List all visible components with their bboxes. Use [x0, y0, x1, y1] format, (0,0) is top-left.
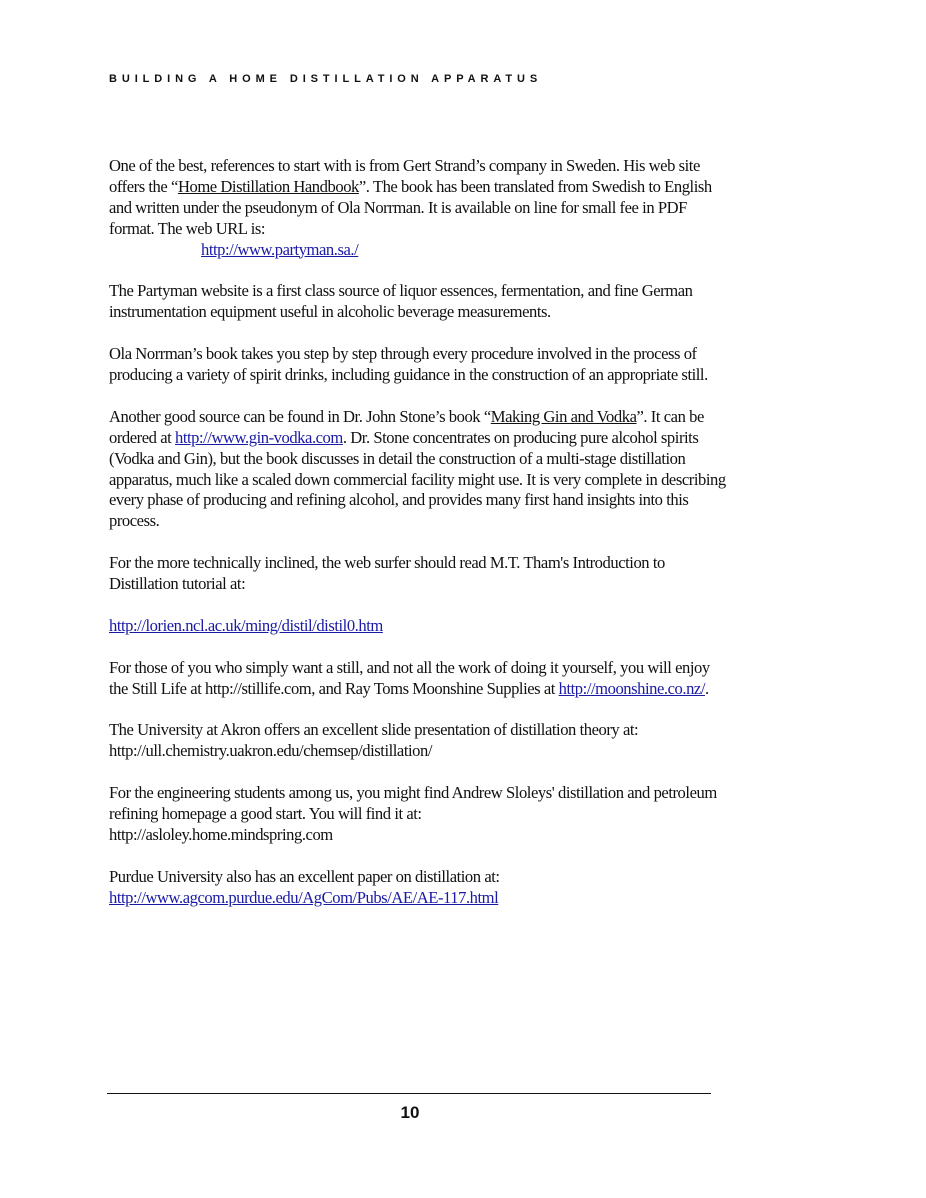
paragraph-john-stone: [109, 407, 729, 532]
text: Another good source can be found in Dr. John Stone’s book “: [109, 406, 491, 426]
page-number: 10: [400, 1103, 420, 1122]
sloley-url: http://asloley.home.mindspring.com: [109, 824, 333, 844]
running-header: BUILDING A HOME DISTILLATION APPARATUS: [109, 73, 543, 85]
paragraph-partyman-website: The Partyman website is a first class source of liquor essences, fermentation, and fine German instrumentation equipment useful in alcoholic beverage measurements.: [109, 281, 693, 322]
paragraph-akron: [109, 720, 729, 762]
body-text: [109, 156, 729, 908]
purdue-link[interactable]: http://www.agcom.purdue.edu/AgCom/Pubs/AE/AE-117.html: [109, 887, 499, 907]
paragraph-sloley: [109, 783, 729, 846]
book-title-home-distillation-handbook: Home Distillation Handbook: [177, 176, 359, 196]
text: .: [705, 678, 709, 698]
text: . Dr. Stone concentrates on producing pure alcohol spirits (Vodka and Gin), but the book discusses in detail the construction of a multi-stage distillation apparatus, much like a scaled down commercial facility might use. It is very complete in describing every phase of producing and refining alcohol, and provides many first hand insights into this process.: [109, 427, 726, 531]
akron-url: http://ull.chemistry.uakron.edu/chemsep/distillation/: [109, 741, 433, 761]
distil-tutorial-link[interactable]: http://lorien.ncl.ac.uk/ming/distil/distil0.htm: [109, 615, 383, 635]
gin-vodka-link[interactable]: http://www.gin-vodka.com: [175, 427, 343, 447]
moonshine-link[interactable]: http://moonshine.co.nz/: [558, 678, 705, 698]
text: One of the best, references to start with is from Gert Strand’s company in Sweden. His web site offers the “: [109, 156, 700, 196]
text: ”. The book has been translated from Swedish to English and written under the pseudonym of Ola Norrman. It is available on line for small fee in PDF format. The web URL is:: [109, 176, 712, 238]
book-title-making-gin-and-vodka: Making Gin and Vodka: [490, 406, 637, 426]
paragraph-tham-url: [109, 616, 729, 637]
paragraph-purdue: [109, 867, 729, 909]
text: Purdue University also has an excellent paper on distillation at:: [109, 866, 500, 886]
footer-rule: [107, 1093, 711, 1094]
text: The University at Akron offers an excellent slide presentation of distillation theory at:: [109, 720, 639, 740]
paragraph-gert-strand: [109, 156, 729, 261]
text: ”. It can be ordered at: [109, 406, 704, 447]
paragraph-norrman-book: Ola Norrman’s book takes you step by step through every procedure involved in the process of producing a variety of spirit drinks, including guidance in the construction of an appropriate still.: [109, 344, 708, 385]
text: For those of you who simply want a still, and not all the work of doing it yourself, you will enjoy the Still Life at http://stillife.com, and Ray Toms Moonshine Supplies at: [109, 657, 710, 698]
text: For the engineering students among us, you might find Andrew Sloleys' distillation and petroleum refining homepage a good start. You will find it at:: [109, 783, 717, 823]
paragraph-still-suppliers: [109, 658, 729, 700]
partyman-link[interactable]: http://www.partyman.sa./: [201, 239, 359, 259]
paragraph-tham-tutorial: For the more technically inclined, the web surfer should read M.T. Tham's Introduction to Distillation tutorial at:: [109, 553, 665, 594]
